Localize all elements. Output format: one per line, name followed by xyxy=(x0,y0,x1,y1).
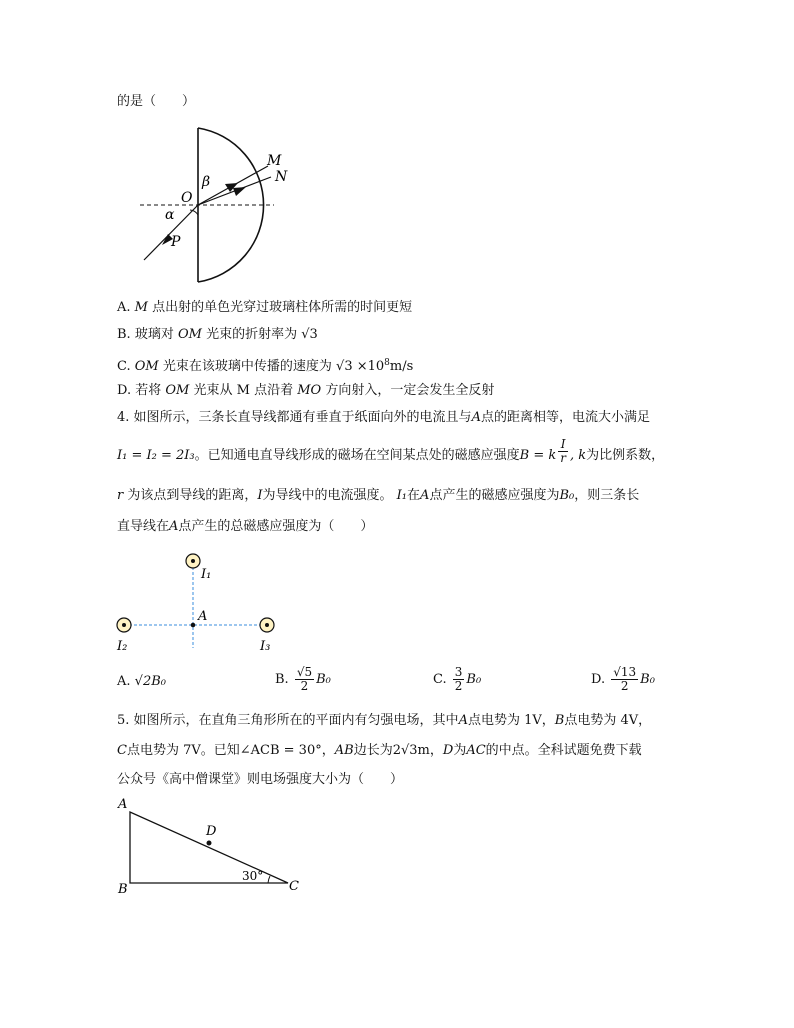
label-tri-b: B xyxy=(118,882,128,897)
q3-option-b[interactable]: B. 玻璃对 OM 光束的折射率为 √3 xyxy=(117,327,318,342)
label-tri-d: D xyxy=(206,824,217,839)
label-o: O xyxy=(181,190,193,206)
point-d xyxy=(207,841,212,846)
label-m: M xyxy=(267,153,282,169)
label-i2: I₂ xyxy=(117,639,128,654)
label-i1: I₁ xyxy=(201,567,212,582)
point-a xyxy=(191,623,196,628)
label-a: A xyxy=(198,609,208,624)
q4-option-b[interactable]: B. $\frac{√5}{2}$ B₀ xyxy=(275,665,331,693)
label-angle: 30° xyxy=(242,869,264,883)
q4-line2: I₁ = I₂ = 2I₃。已知通电直导线形成的磁场在空间某点处的磁感应强度B = k $\frac{I}{r}$ , k为比例系数， xyxy=(117,437,665,465)
angle-arc xyxy=(268,876,270,883)
label-p: P xyxy=(171,234,181,250)
q3-stem-tail: 的是（ ） xyxy=(117,94,196,109)
q3-option-a[interactable]: A. M 点出射的单色光穿过玻璃柱体所需的时间更短 xyxy=(117,300,413,315)
q4-line1: 4. 如图所示，三条长直导线都通有垂直于纸面向外的电流且与A点的距离相等，电流大小满足 xyxy=(117,410,650,425)
q3-option-d[interactable]: D. 若将 OM 光束从 M 点沿着 MO 方向射入，一定会发生全反射 xyxy=(117,383,495,398)
label-tri-a: A xyxy=(118,797,128,812)
q5-line2: C点电势为 7V。已知∠ACB = 30°，AB边长为2√3m，D为AC的中点。全科试题免费下载 xyxy=(117,743,642,758)
q5-line3: 公众号《高中僧课堂》则电场强度大小为（ ） xyxy=(117,772,404,787)
label-tri-c: C xyxy=(289,879,299,894)
q4-option-c[interactable]: C. $\frac{3}{2}$ B₀ xyxy=(433,665,482,693)
q3-option-c[interactable]: C. OM 光束在该玻璃中传播的速度为 $√3 \times 10^8m/s$ xyxy=(117,358,414,374)
triangle-abc xyxy=(130,812,288,883)
q4-option-d[interactable]: D. $\frac{√13}{2}$ B₀ xyxy=(591,665,655,693)
label-i3: I₃ xyxy=(260,639,271,654)
q4-option-a[interactable]: A. √2B₀ xyxy=(117,674,166,689)
arrow-on xyxy=(233,187,246,196)
label-alpha: α xyxy=(165,207,175,223)
label-beta: β xyxy=(202,174,211,190)
q4-line4: 直导线在A点产生的总磁感应强度为（ ） xyxy=(117,519,374,534)
q5-line1: 5. 如图所示，在直角三角形所在的平面内有匀强电场，其中A点电势为 1V，B点电势为 4V， xyxy=(117,713,652,728)
q4-line3: r 为该点到导线的距离，I为导线中的电流强度。 I₁在A点产生的磁感应强度为B₀，则三条长 xyxy=(117,488,640,503)
label-n: N xyxy=(275,169,288,185)
